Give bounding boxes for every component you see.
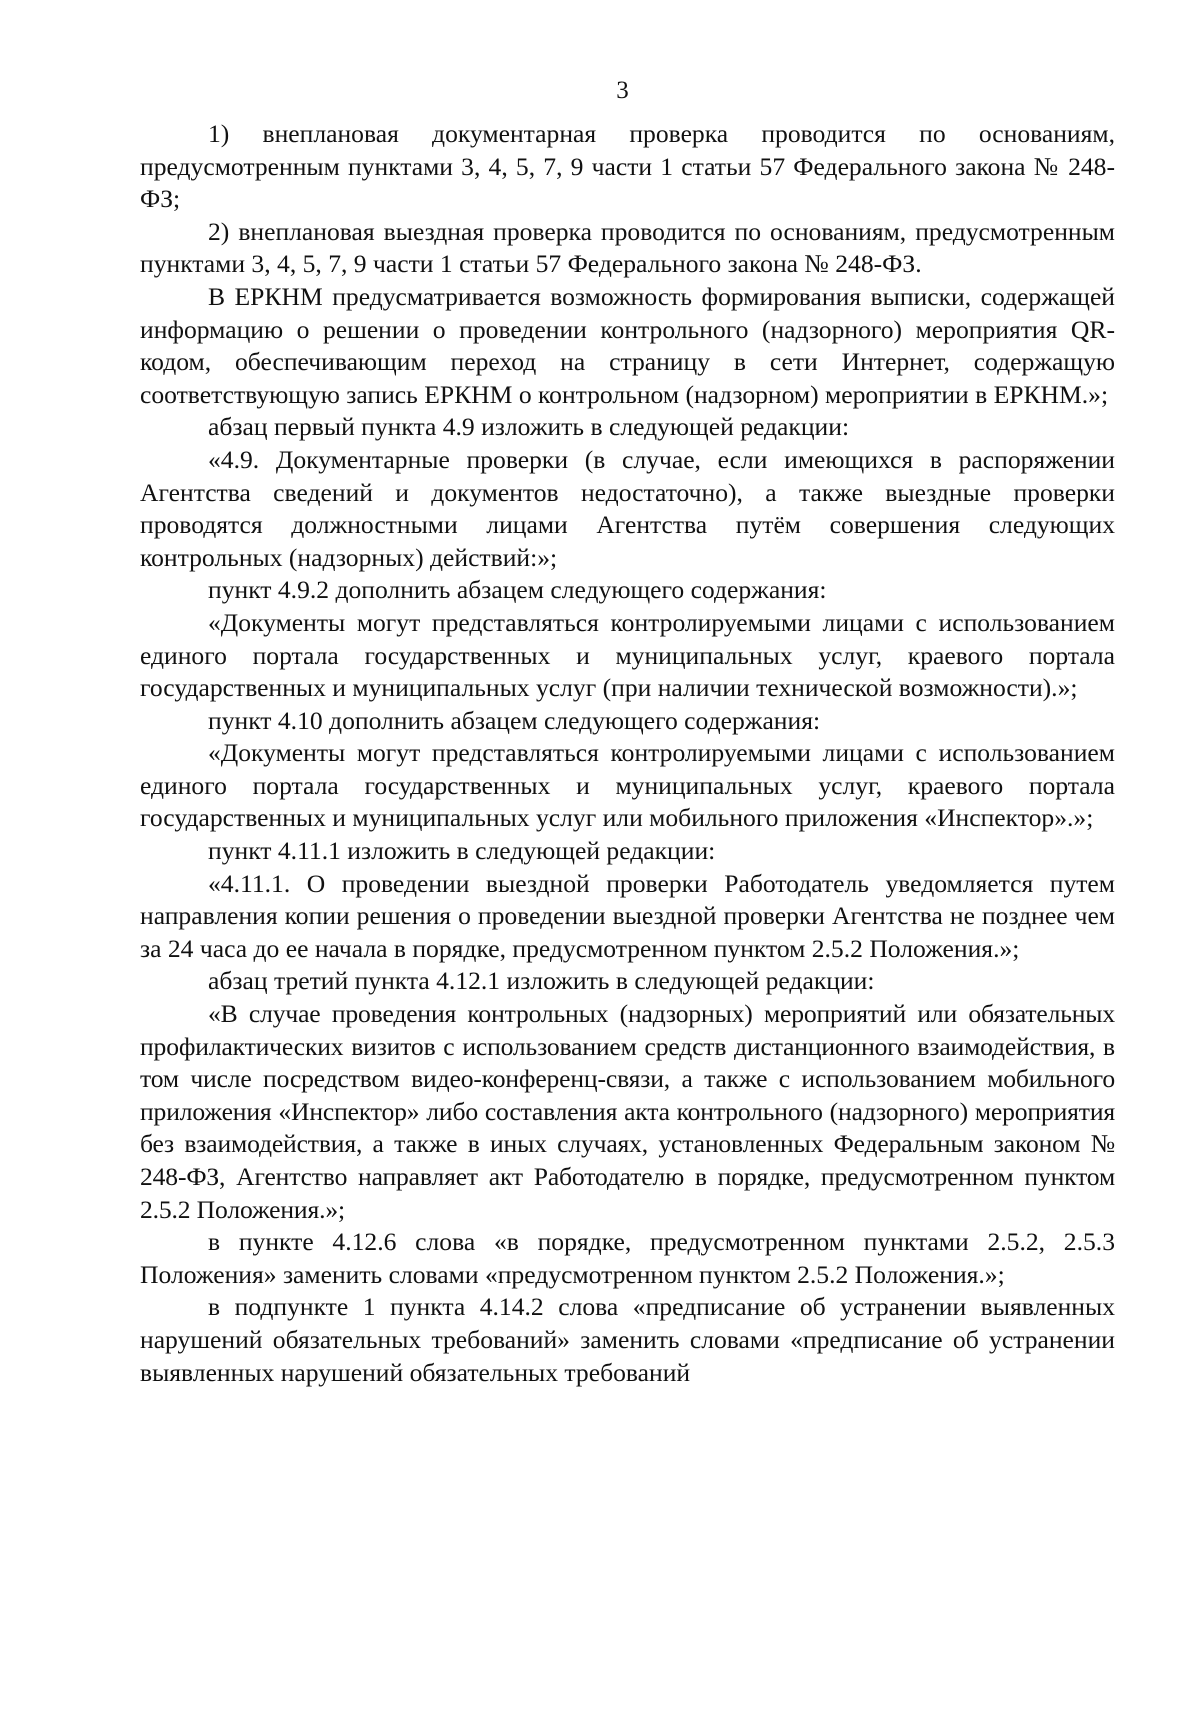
paragraph-item-2-onsite-inspection: 2) внеплановая выездная проверка проводится по основаниям, предусмотренным пунктами 3, 4, 5, 7, 9 части 1 статьи 57 Федерального закона № 248-ФЗ. [140, 216, 1115, 279]
paragraph-amend-4-11-1: пункт 4.11.1 изложить в следующей редакции: [208, 836, 716, 866]
paragraph-quote-4-9: «4.9. Документарные проверки (в случае, если имеющихся в распоряжении Агентства сведений и документов недостаточно), а также выездные проверки проводятся должностными лицами Агентства путём совершения следующих контрольных (надзорных) действий:»; [140, 444, 1115, 572]
paragraph-quote-documents-4-9-2: «Документы могут представляться контролируемыми лицами с использованием единого портала государственных и муниципальных услуг, краевого портала государственных и муниципальных услуг (при наличии технической возможности).»; [140, 607, 1115, 703]
paragraph-item-1-documentary-inspection: 1) внеплановая документарная проверка проводится по основаниям, предусмотренным пунктами 3, 4, 5, 7, 9 части 1 статьи 57 Федерального закона № 248-ФЗ; [140, 119, 1115, 214]
paragraph-amend-4-9-2: пункт 4.9.2 дополнить абзацем следующего содержания: [208, 575, 827, 605]
paragraph-quote-4-11-1: «4.11.1. О проведении выездной проверки Работодатель уведомляется путем направления копии решения о проведении выездной проверки Агентства не позднее чем за 24 часа до ее начала в порядке, предусмотренном пунктом 2.5.2 Положения.»; [140, 868, 1115, 963]
paragraph-quote-4-12-1: «В случае проведения контрольных (надзорных) мероприятий или обязательных профилактических визитов с использованием средств дистанционного взаимодействия, в том числе посредством видео-конференц-связи, а также с использованием мобильного приложения «Инспектор» либо составления акта контрольного (надзорного) мероприятия без взаимодействия, а также в иных случаях, установленных Федеральным законом № 248-ФЗ, Агентство направляет акт Работодателю в порядке, предусмотренном пунктом 2.5.2 Положения.»; [140, 999, 1115, 1224]
paragraph-amend-4-12-1: абзац третий пункта 4.12.1 изложить в следующей редакции: [208, 966, 875, 996]
paragraph-amend-4-10: пункт 4.10 дополнить абзацем следующего содержания: [208, 705, 821, 735]
paragraph-quote-documents-4-10: «Документы могут представляться контролируемыми лицами с использованием единого портала государственных и муниципальных услуг, краевого портала государственных и муниципальных услуг или мобильного приложения «Инспектор».»; [140, 738, 1115, 833]
document-body [140, 118, 1115, 1389]
paragraph-erknm-extract: В ЕРКНМ предусматривается возможность формирования выписки, содержащей информацию о решении о проведении контрольного (надзорного) мероприятия QR-кодом, обеспечивающим переход на страницу в сети Интернет, содержащую соответствующую запись ЕРКНМ о контрольном (надзорном) мероприятии в ЕРКНМ.»; [140, 281, 1115, 409]
page-number: 3 [616, 77, 629, 104]
paragraph-amend-4-9: абзац первый пункта 4.9 изложить в следующей редакции: [208, 412, 850, 442]
paragraph-amend-4-12-6: в пункте 4.12.6 слова «в порядке, предусмотренном пунктами 2.5.2, 2.5.3 Положения» заменить словами «предусмотренном пунктом 2.5.2 Положения.»; [140, 1227, 1115, 1289]
paragraph-amend-4-14-2: в подпункте 1 пункта 4.14.2 слова «предписание об устранении выявленных нарушений обязательных требований» заменить словами «предписание об устранении выявленных нарушений обязательных требований [140, 1292, 1115, 1387]
